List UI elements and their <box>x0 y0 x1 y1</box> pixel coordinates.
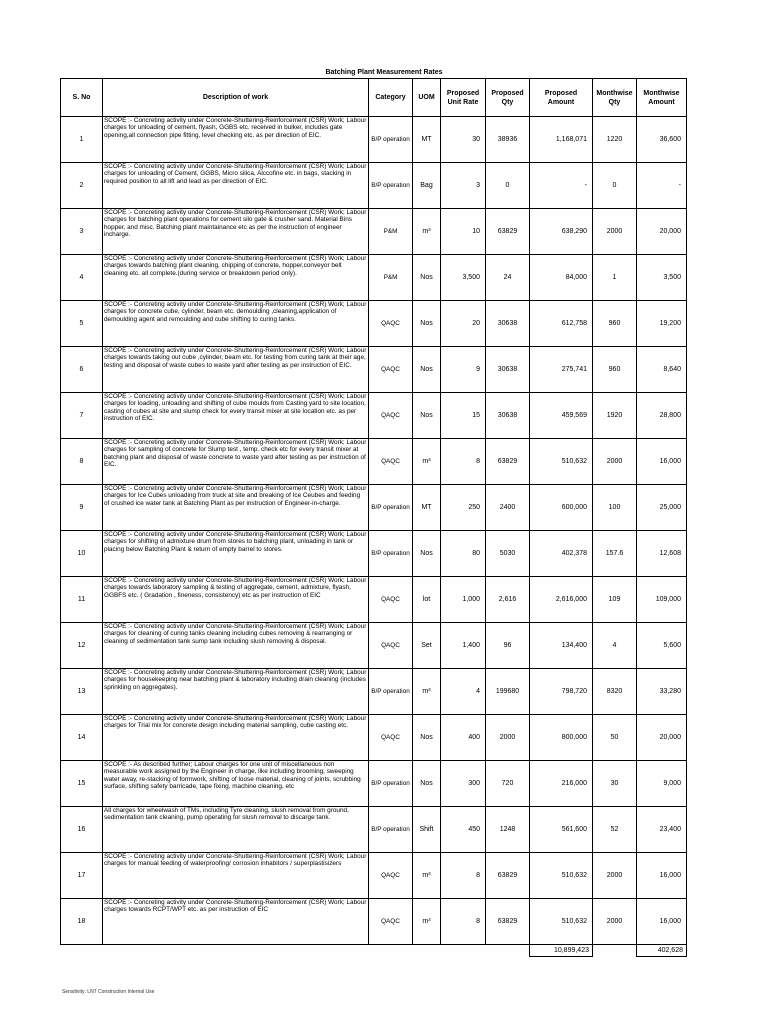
row-qty: 2000 <box>486 715 530 761</box>
row-unit-rate: 250 <box>441 485 486 531</box>
rates-table <box>60 78 687 957</box>
row-monthwise-qty: 50 <box>593 715 637 761</box>
row-category: B/P operation <box>369 761 413 807</box>
row-monthwise-qty: 2000 <box>593 439 637 485</box>
row-sno: 6 <box>61 347 103 393</box>
row-qty: 30638 <box>486 301 530 347</box>
table-row <box>61 439 687 485</box>
row-monthwise-qty: 109 <box>593 577 637 623</box>
row-uom: lot <box>413 577 441 623</box>
row-monthwise-qty: 4 <box>593 623 637 669</box>
row-amount: 600,000 <box>530 485 593 531</box>
row-monthwise-amount: 16,000 <box>637 899 687 945</box>
row-description: SCOPE :- Concreting activity under Concrete-Shuttering-Reinforcement (CSR) Work; Labour charges for unloading of Cement, GGBS, Micro silica, Alccofine etc. in bags, stacking in required position to all lift and lead as per direction of EIC. <box>103 163 369 209</box>
row-monthwise-amount: 20,000 <box>637 209 687 255</box>
row-description: SCOPE :- Concreting activity under Concrete-Shuttering-Reinforcement (CSR) Work; Labour charges for cleaning of curing tanks cleaning including cubes removing & rearranging or cleaning of sedimentation tank sump tank including slush removing & disposal. <box>103 623 369 669</box>
row-monthwise-amount: 109,000 <box>637 577 687 623</box>
row-sno: 2 <box>61 163 103 209</box>
row-monthwise-amount: 25,000 <box>637 485 687 531</box>
row-unit-rate: 9 <box>441 347 486 393</box>
row-unit-rate: 30 <box>441 117 486 163</box>
row-monthwise-qty: 2000 <box>593 899 637 945</box>
row-sno: 4 <box>61 255 103 301</box>
row-sno: 13 <box>61 669 103 715</box>
row-unit-rate: 3,500 <box>441 255 486 301</box>
row-amount: 510,632 <box>530 853 593 899</box>
table-row <box>61 899 687 945</box>
row-category: QAQC <box>369 623 413 669</box>
row-description: SCOPE :- Concreting activity under Concrete-Shuttering-Reinforcement (CSR) Work; Labour charges towards RCPT/WPT etc. as per instruction of EIC <box>103 899 369 945</box>
row-sno: 14 <box>61 715 103 761</box>
row-sno: 16 <box>61 807 103 853</box>
row-uom: Bag <box>413 163 441 209</box>
row-amount: 134,400 <box>530 623 593 669</box>
row-qty: 5030 <box>486 531 530 577</box>
row-monthwise-amount: 8,640 <box>637 347 687 393</box>
row-unit-rate: 1,000 <box>441 577 486 623</box>
row-unit-rate: 15 <box>441 393 486 439</box>
row-amount: 1,168,071 <box>530 117 593 163</box>
row-unit-rate: 4 <box>441 669 486 715</box>
total-amount: 10,899,423 <box>530 945 593 957</box>
col-header-monthwise-amount: Monthwise Amount <box>637 79 687 117</box>
table-row <box>61 577 687 623</box>
row-monthwise-qty: 1 <box>593 255 637 301</box>
row-qty: 1248 <box>486 807 530 853</box>
row-qty: 720 <box>486 761 530 807</box>
row-monthwise-amount: 28,800 <box>637 393 687 439</box>
row-monthwise-amount: 36,600 <box>637 117 687 163</box>
row-uom: m³ <box>413 439 441 485</box>
table-row <box>61 531 687 577</box>
row-unit-rate: 1,400 <box>441 623 486 669</box>
row-category: QAQC <box>369 347 413 393</box>
row-amount: 459,569 <box>530 393 593 439</box>
row-unit-rate: 450 <box>441 807 486 853</box>
col-header-category: Category <box>369 79 413 117</box>
row-category: QAQC <box>369 577 413 623</box>
row-qty: 63829 <box>486 899 530 945</box>
row-unit-rate: 3 <box>441 163 486 209</box>
table-row <box>61 623 687 669</box>
row-monthwise-amount: - <box>637 163 687 209</box>
row-monthwise-amount: 3,500 <box>637 255 687 301</box>
row-unit-rate: 8 <box>441 899 486 945</box>
row-qty: 38936 <box>486 117 530 163</box>
row-monthwise-amount: 16,000 <box>637 439 687 485</box>
row-qty: 63829 <box>486 209 530 255</box>
row-sno: 12 <box>61 623 103 669</box>
table-row <box>61 485 687 531</box>
row-monthwise-qty: 52 <box>593 807 637 853</box>
row-category: B/P operation <box>369 669 413 715</box>
row-uom: Nos <box>413 761 441 807</box>
row-amount: 510,632 <box>530 439 593 485</box>
row-description: SCOPE :- Concreting activity under Concrete-Shuttering-Reinforcement (CSR) Work; Labour charges towards taking out cube ,cylinder, beam etc. for testing from curing tank at their age, testing and disposal of waste cubes to waste yard after testing as per instruction of EIC. <box>103 347 369 393</box>
row-description: SCOPE :- Concreting activity under Concrete-Shuttering-Reinforcement (CSR) Work; Labour charges for shifting of admixture drum from stores to batching plant, unloading in tank or placing below Batching Plant & return of empty barrel to stores. <box>103 531 369 577</box>
row-sno: 8 <box>61 439 103 485</box>
row-amount: 798,720 <box>530 669 593 715</box>
row-uom: m³ <box>413 209 441 255</box>
row-category: B/P operation <box>369 485 413 531</box>
totals-row <box>61 945 687 957</box>
row-qty: 96 <box>486 623 530 669</box>
row-category: QAQC <box>369 301 413 347</box>
row-monthwise-qty: 1220 <box>593 117 637 163</box>
sensitivity-footer: Sensitivity: LNT Construction Internal Use <box>62 989 155 995</box>
row-amount: 402,378 <box>530 531 593 577</box>
row-amount: 216,000 <box>530 761 593 807</box>
col-header-uom: UOM <box>413 79 441 117</box>
col-header-sno: S. No <box>61 79 103 117</box>
row-category: B/P operation <box>369 117 413 163</box>
row-sno: 17 <box>61 853 103 899</box>
col-header-description: Description of work <box>103 79 369 117</box>
table-row <box>61 347 687 393</box>
row-qty: 63829 <box>486 439 530 485</box>
row-qty: 2400 <box>486 485 530 531</box>
row-category: QAQC <box>369 899 413 945</box>
row-description: SCOPE :- Concreting activity under Concrete-Shuttering-Reinforcement (CSR) Work; Labour charges for sampling of concrete for Slump test , temp. check etc for every transit mixer at batching plant and disposal of waste concrete to waste yard after testing as per instruction of EIC. <box>103 439 369 485</box>
row-uom: Nos <box>413 393 441 439</box>
row-monthwise-qty: 8320 <box>593 669 637 715</box>
row-category: B/P operation <box>369 531 413 577</box>
row-amount: 612,758 <box>530 301 593 347</box>
table-row <box>61 807 687 853</box>
row-category: B/P operation <box>369 807 413 853</box>
row-sno: 9 <box>61 485 103 531</box>
table-row <box>61 209 687 255</box>
page-title: Batching Plant Measurement Rates <box>325 69 443 76</box>
row-monthwise-qty: 0 <box>593 163 637 209</box>
row-uom: Nos <box>413 347 441 393</box>
row-unit-rate: 80 <box>441 531 486 577</box>
row-category: QAQC <box>369 853 413 899</box>
row-uom: MT <box>413 117 441 163</box>
table-row <box>61 163 687 209</box>
row-monthwise-qty: 960 <box>593 301 637 347</box>
row-sno: 5 <box>61 301 103 347</box>
row-uom: Set <box>413 623 441 669</box>
row-unit-rate: 300 <box>441 761 486 807</box>
row-description: SCOPE :- Concreting activity under Concrete-Shuttering-Reinforcement (CSR) Work; Labour charges for manual feeding of waterproofing/ corrosion inhabitors / superplastisizers <box>103 853 369 899</box>
row-monthwise-amount: 19,200 <box>637 301 687 347</box>
table-row <box>61 853 687 899</box>
row-qty: 30638 <box>486 347 530 393</box>
row-qty: 24 <box>486 255 530 301</box>
row-description: SCOPE :- Concreting activity under Concrete-Shuttering-Reinforcement (CSR) Work; Labour charges for Ice Cubes unloading from truck at site and breaking of Ice Ceubes and feeding of crushed ice water tank at Batching Plant as per instruction of Engineer-in-charge. <box>103 485 369 531</box>
row-monthwise-qty: 1920 <box>593 393 637 439</box>
row-description: SCOPE :- Concreting activity under Concrete-Shuttering-Reinforcement (CSR) Work; Labour charges for Trial mix for concrete design including material sampling, cube casting etc. <box>103 715 369 761</box>
row-sno: 7 <box>61 393 103 439</box>
row-amount: 638,290 <box>530 209 593 255</box>
row-category: QAQC <box>369 393 413 439</box>
row-monthwise-qty: 960 <box>593 347 637 393</box>
row-monthwise-qty: 2000 <box>593 209 637 255</box>
col-header-unit-rate: Proposed Unit Rate <box>441 79 486 117</box>
row-unit-rate: 10 <box>441 209 486 255</box>
row-description: SCOPE :- As described further; Labour charges for one unit of miscellaneous non measurable work assigned by the Engineer in charge, like including brooming, sweeping water away, re-stacking of formwork, shifting of loose material, cleaning of joints, scrubbing surface, shifting safety barricade, tape fixing, machine cleaning, etc <box>103 761 369 807</box>
row-monthwise-amount: 33,280 <box>637 669 687 715</box>
row-sno: 11 <box>61 577 103 623</box>
row-monthwise-qty: 30 <box>593 761 637 807</box>
row-monthwise-amount: 5,600 <box>637 623 687 669</box>
row-uom: Nos <box>413 715 441 761</box>
row-amount: 84,000 <box>530 255 593 301</box>
row-category: QAQC <box>369 715 413 761</box>
row-uom: m³ <box>413 669 441 715</box>
col-header-qty: Proposed Qty <box>486 79 530 117</box>
table-row <box>61 669 687 715</box>
row-description: All charges for wheelwash of TMs, including Tyre cleaning, slush removal from ground, sedimentation tank cleaning, pump operating for slush removal to discarge tank. <box>103 807 369 853</box>
row-description: SCOPE :- Concreting activity under Concrete-Shuttering-Reinforcement (CSR) Work; Labour charges for unloading of cement, flyash, GGBS etc. received in bulker, includes gate opening,all connection pipe fitting, level checking etc. as per direction of EIC. <box>103 117 369 163</box>
row-amount: 561,600 <box>530 807 593 853</box>
row-uom: m³ <box>413 899 441 945</box>
row-uom: Nos <box>413 255 441 301</box>
row-category: B/P operation <box>369 163 413 209</box>
row-description: SCOPE :- Concreting activity under Concrete-Shuttering-Reinforcement (CSR) Work; Labour charges for loading, unloading and shifting of cube moulds from Casting yard to site location, casting of cubes at site and slump check for every transit mixer at site location etc. as per instruction of EIC. <box>103 393 369 439</box>
row-unit-rate: 8 <box>441 853 486 899</box>
row-uom: MT <box>413 485 441 531</box>
row-category: P&M <box>369 209 413 255</box>
header-row <box>61 79 687 117</box>
row-uom: Nos <box>413 531 441 577</box>
table-row <box>61 117 687 163</box>
row-unit-rate: 20 <box>441 301 486 347</box>
table-row <box>61 255 687 301</box>
row-monthwise-qty: 2000 <box>593 853 637 899</box>
row-amount: 800,000 <box>530 715 593 761</box>
row-amount: - <box>530 163 593 209</box>
row-sno: 15 <box>61 761 103 807</box>
table-body <box>61 117 687 945</box>
row-monthwise-qty: 100 <box>593 485 637 531</box>
row-unit-rate: 400 <box>441 715 486 761</box>
row-monthwise-amount: 12,608 <box>637 531 687 577</box>
table-row <box>61 301 687 347</box>
row-uom: m³ <box>413 853 441 899</box>
row-sno: 18 <box>61 899 103 945</box>
row-description: SCOPE :- Concreting activity under Concrete-Shuttering-Reinforcement (CSR) Work; Labour charges for housekeeping near batching plant & laboratory including drain cleaning (includes sprinkling on aggregates). <box>103 669 369 715</box>
row-category: QAQC <box>369 439 413 485</box>
row-qty: 30638 <box>486 393 530 439</box>
row-sno: 10 <box>61 531 103 577</box>
row-sno: 1 <box>61 117 103 163</box>
row-monthwise-qty: 157.6 <box>593 531 637 577</box>
row-uom: Nos <box>413 301 441 347</box>
row-description: SCOPE :- Concreting activity under Concrete-Shuttering-Reinforcement (CSR) Work; Labour charges towards batching plant cleaning, chipping of concrete, hopper,conveyor belt cleaning etc. all complete.(during service or breakdown period only). <box>103 255 369 301</box>
total-monthwise-amount: 402,628 <box>637 945 687 957</box>
table-row <box>61 715 687 761</box>
table-row <box>61 761 687 807</box>
row-description: SCOPE :- Concreting activity under Concrete-Shuttering-Reinforcement (CSR) Work; Labour charges for batching plant operations for cement silo gate & crusher sand. Material Bins hopper, and misc. Batching plant maintainance etc as per the instruction of engineer incharge. <box>103 209 369 255</box>
row-monthwise-amount: 20,000 <box>637 715 687 761</box>
row-monthwise-amount: 16,000 <box>637 853 687 899</box>
row-description: SCOPE :- Concreting activity under Concrete-Shuttering-Reinforcement (CSR) Work; Labour charges towards laboratory sampling & testing of aggregate, cement, admixture, flyash, GGBFS etc. ( Gradation , fineness, consistency) etc as per instruction of EIC <box>103 577 369 623</box>
row-monthwise-amount: 23,400 <box>637 807 687 853</box>
row-amount: 2,616,000 <box>530 577 593 623</box>
row-unit-rate: 8 <box>441 439 486 485</box>
row-category: P&M <box>369 255 413 301</box>
row-sno: 3 <box>61 209 103 255</box>
col-header-monthwise-qty: Monthwise Qty <box>593 79 637 117</box>
row-monthwise-amount: 9,000 <box>637 761 687 807</box>
row-uom: Shift <box>413 807 441 853</box>
row-qty: 63829 <box>486 853 530 899</box>
row-amount: 275,741 <box>530 347 593 393</box>
col-header-amount: Proposed Amount <box>530 79 593 117</box>
row-qty: 199680 <box>486 669 530 715</box>
row-amount: 510,632 <box>530 899 593 945</box>
table-row <box>61 393 687 439</box>
row-qty: 2,616 <box>486 577 530 623</box>
row-qty: 0 <box>486 163 530 209</box>
row-description: SCOPE :- Concreting activity under Concrete-Shuttering-Reinforcement (CSR) Work; Labour charges for concrete cube, cylinder, beam etc. demoulding ,cleaning,application of demoulding agent and remoulding and cube shifting to curing tanks. <box>103 301 369 347</box>
